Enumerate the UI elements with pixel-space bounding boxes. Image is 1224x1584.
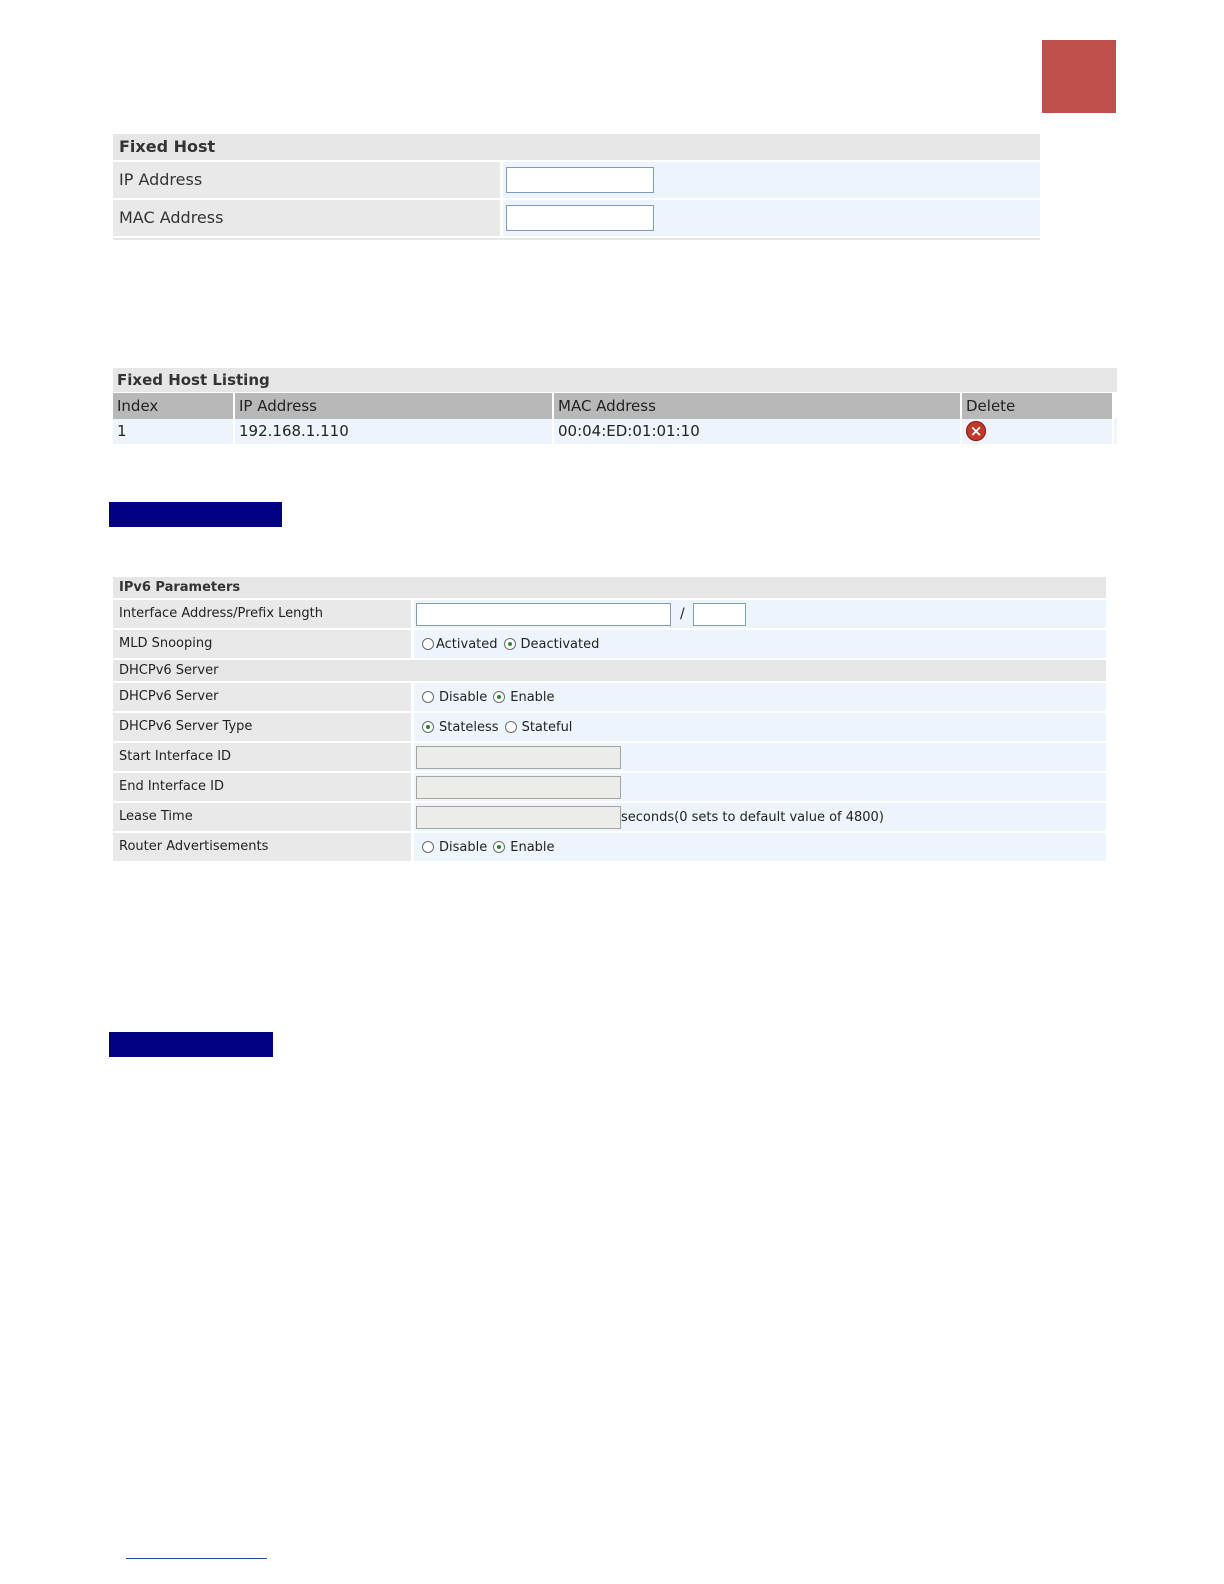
page-corner-tab	[1042, 40, 1116, 113]
cell-ip: 192.168.1.110	[235, 419, 554, 444]
ra-disable-radio[interactable]	[422, 841, 434, 853]
lease-time-row	[113, 803, 1106, 833]
interface-address-cell	[414, 600, 1106, 628]
fixed-host-form	[113, 134, 1040, 240]
dhcpv6-type-options	[414, 713, 1106, 741]
dhcpv6-type-row	[113, 713, 1106, 743]
lease-time-cell	[414, 803, 1106, 831]
prefix-length-input[interactable]	[693, 603, 746, 626]
ip-address-input[interactable]	[506, 167, 654, 193]
fixed-host-listing	[113, 368, 1117, 444]
dhcpv6-server-label: DHCPv6 Server	[113, 683, 414, 711]
column-header-ip: IP Address	[235, 393, 554, 419]
dhcpv6-disable-label: Disable	[439, 689, 488, 705]
start-interface-label: Start Interface ID	[113, 743, 414, 771]
mac-address-input[interactable]	[506, 205, 654, 231]
router-advertisements-label: Router Advertisements	[113, 833, 414, 861]
ip-address-row	[113, 162, 1040, 200]
ip-address-cell	[503, 162, 1040, 198]
ipv6-parameters-form	[113, 577, 1106, 863]
delete-x-icon[interactable]: ×	[966, 421, 986, 441]
dhcpv6-type-label: DHCPv6 Server Type	[113, 713, 414, 741]
dhcpv6-server-row	[113, 683, 1106, 713]
mld-snooping-label: MLD Snooping	[113, 630, 414, 658]
footer-rule	[126, 1558, 267, 1559]
column-header-delete: Delete	[962, 393, 1114, 419]
router-advertisements-options	[414, 833, 1106, 861]
ipv6-section-title: IPv6 Parameters	[113, 577, 1106, 600]
cell-delete	[962, 419, 1114, 444]
dhcpv6-enable-label: Enable	[510, 689, 555, 705]
prefix-separator: /	[680, 606, 685, 622]
dhcpv6-disable-radio[interactable]	[422, 691, 434, 703]
ra-enable-radio[interactable]	[493, 841, 505, 853]
mld-deactivated-radio[interactable]	[504, 638, 516, 650]
divider	[113, 238, 1040, 240]
lease-time-hint: seconds(0 sets to default value of 4800)	[621, 809, 884, 825]
end-interface-label: End Interface ID	[113, 773, 414, 801]
interface-address-input[interactable]	[416, 603, 671, 626]
start-interface-input[interactable]	[416, 746, 621, 769]
stateful-label: Stateful	[521, 719, 573, 735]
dhcpv6-server-options	[414, 683, 1106, 711]
stateless-label: Stateless	[439, 719, 499, 735]
end-interface-row	[113, 773, 1106, 803]
mac-address-row	[113, 200, 1040, 238]
router-advertisements-row	[113, 833, 1106, 863]
ip-address-label: IP Address	[113, 162, 503, 198]
table-row	[113, 419, 1117, 444]
section-heading-bar	[109, 1032, 273, 1057]
interface-address-label: Interface Address/Prefix Length	[113, 600, 414, 628]
interface-address-row	[113, 600, 1106, 630]
column-header-index: Index	[113, 393, 235, 419]
column-header-mac: MAC Address	[554, 393, 962, 419]
mld-snooping-row	[113, 630, 1106, 660]
mld-activated-label: Activated	[436, 636, 498, 652]
stateless-radio[interactable]	[422, 721, 434, 733]
lease-time-input[interactable]	[416, 806, 621, 829]
cell-mac: 00:04:ED:01:01:10	[554, 419, 962, 444]
listing-title: Fixed Host Listing	[113, 368, 1117, 392]
fixed-host-title: Fixed Host	[113, 134, 1040, 162]
lease-time-label: Lease Time	[113, 803, 414, 831]
mld-snooping-options	[414, 630, 1106, 658]
section-heading-bar	[109, 502, 282, 527]
end-interface-input[interactable]	[416, 776, 621, 799]
ra-enable-label: Enable	[510, 839, 555, 855]
cell-index: 1	[113, 419, 235, 444]
dhcpv6-section-title: DHCPv6 Server	[113, 660, 1106, 683]
dhcpv6-enable-radio[interactable]	[493, 691, 505, 703]
end-interface-cell	[414, 773, 1106, 801]
mld-deactivated-label: Deactivated	[520, 636, 600, 652]
mac-address-label: MAC Address	[113, 200, 503, 236]
stateful-radio[interactable]	[505, 721, 517, 733]
listing-header-row	[113, 393, 1117, 419]
start-interface-row	[113, 743, 1106, 773]
start-interface-cell	[414, 743, 1106, 771]
ra-disable-label: Disable	[439, 839, 488, 855]
mac-address-cell	[503, 200, 1040, 236]
mld-activated-radio[interactable]	[422, 638, 434, 650]
